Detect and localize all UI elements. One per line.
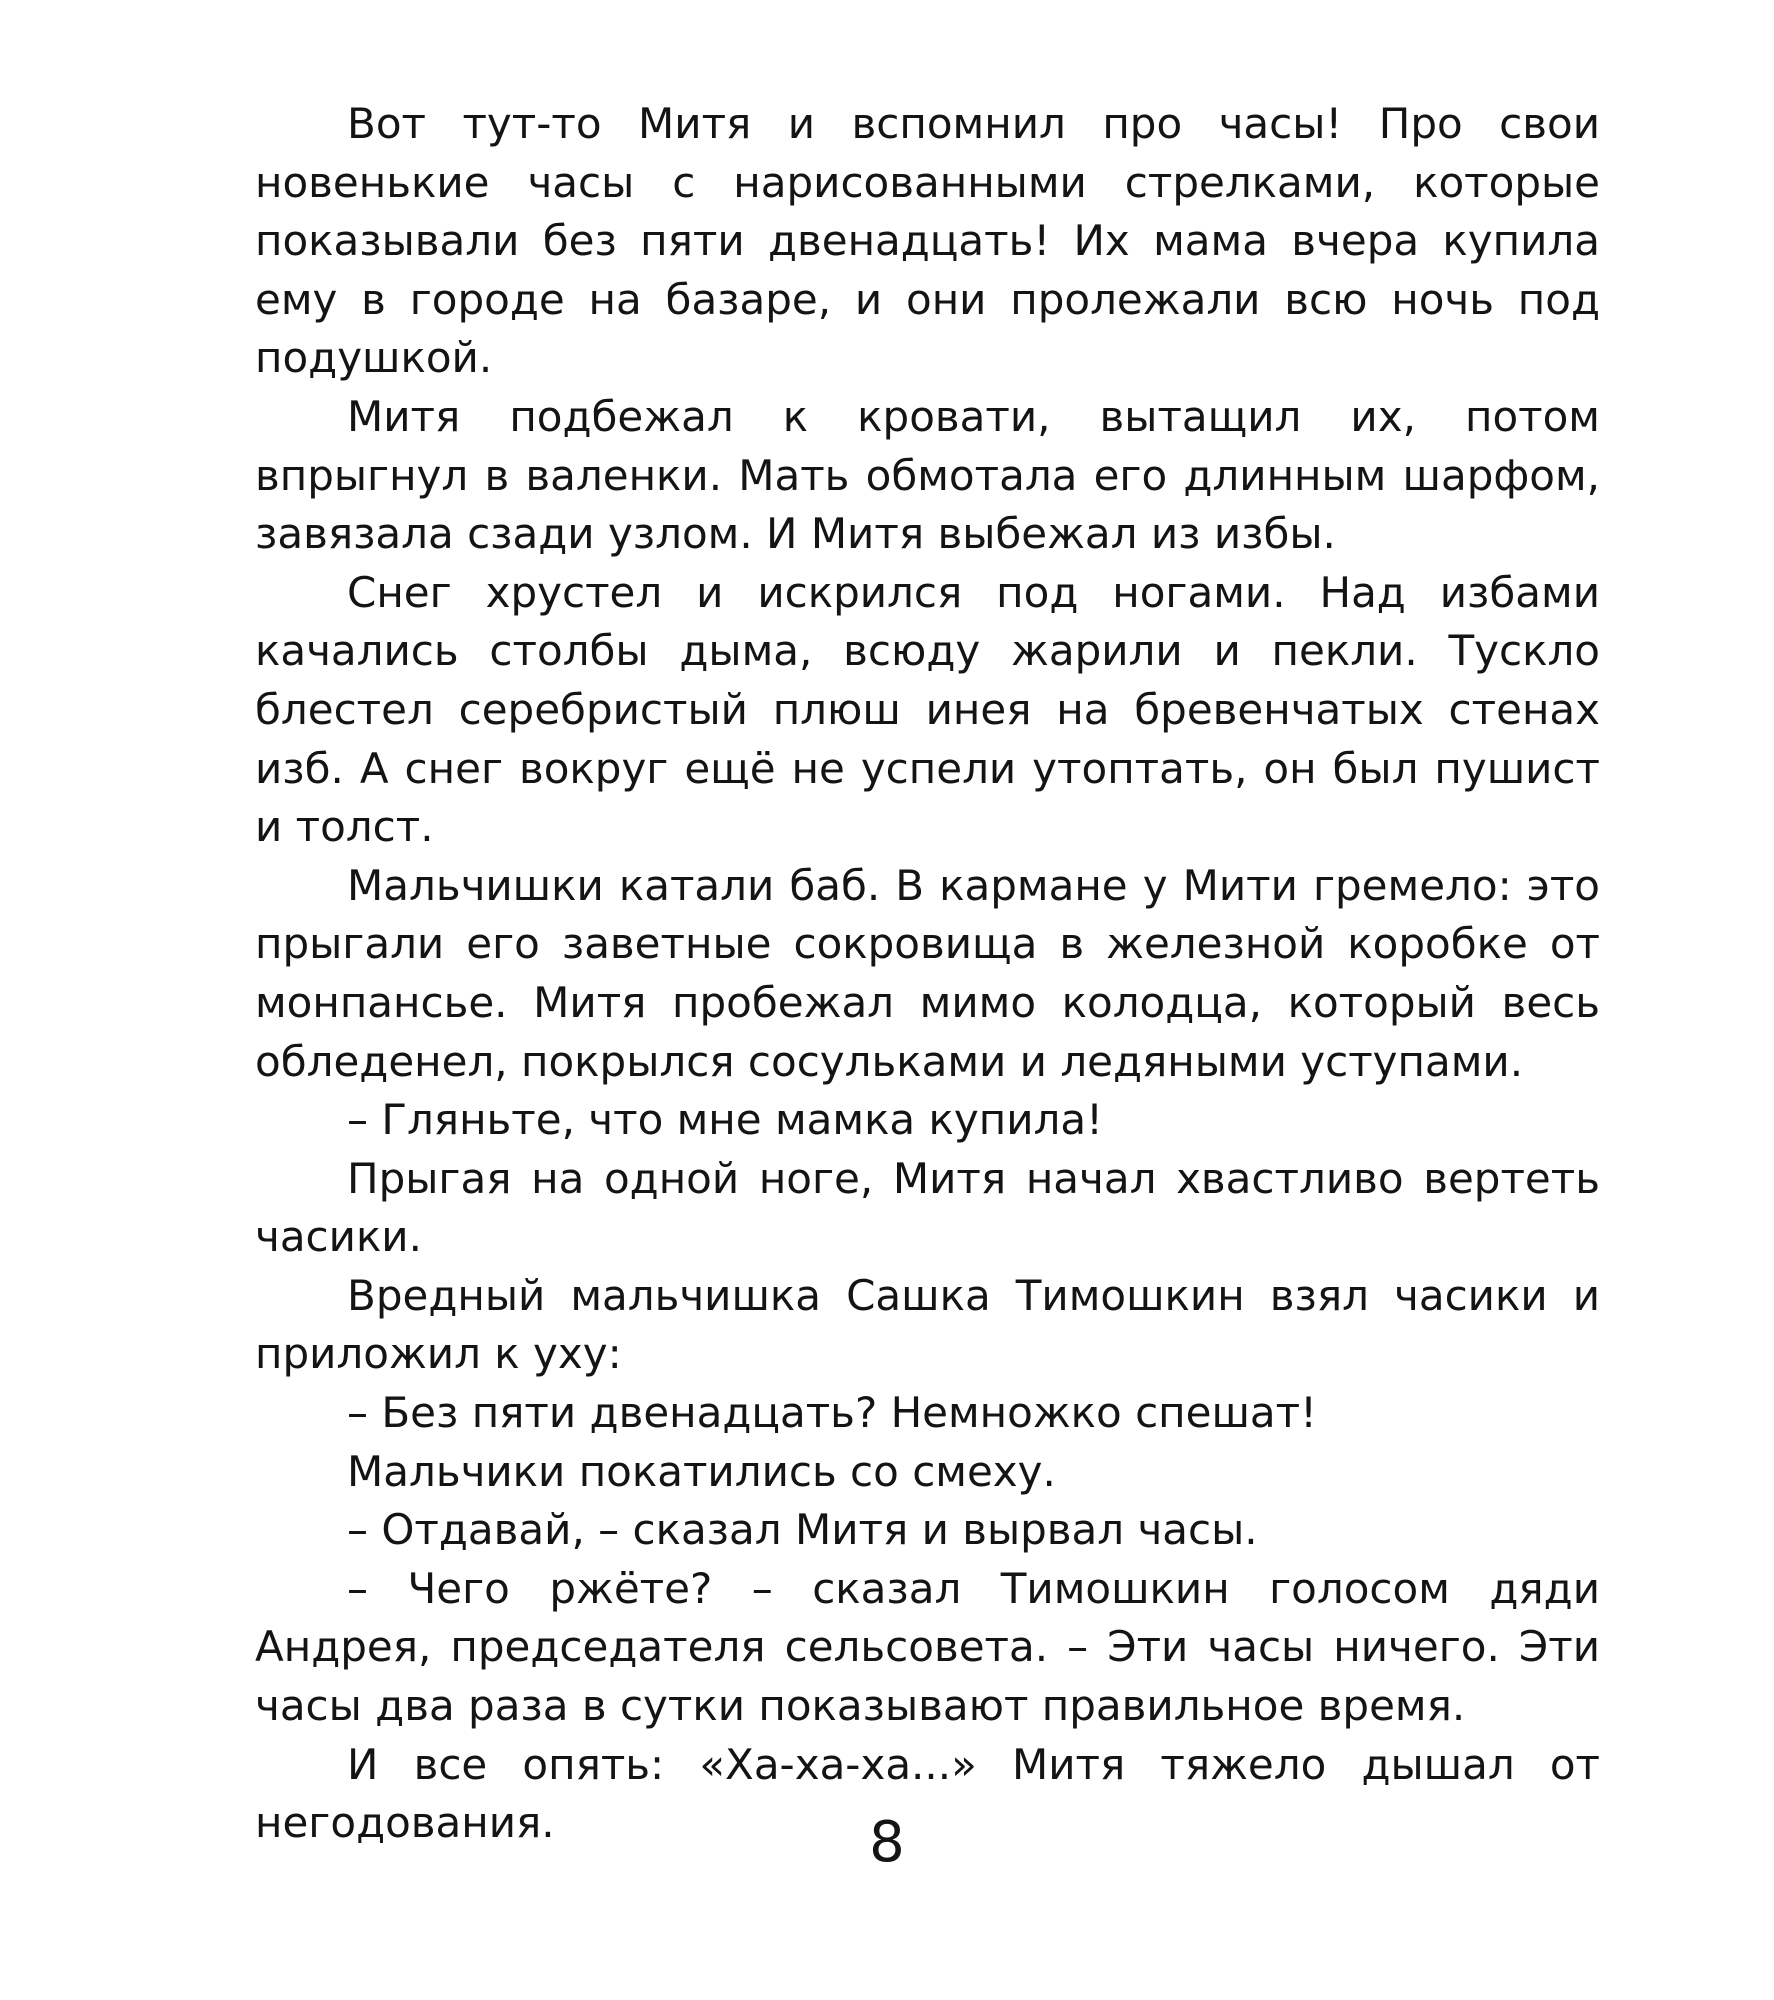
body-text — [255, 95, 1600, 1853]
paragraph-9: Мальчики покатились со смеху. — [347, 1446, 1056, 1496]
paragraph-7: Вредный мальчишка Сашка Тимошкин взял часики и приложил к уху: — [255, 1270, 1600, 1379]
paragraph-2: Митя подбежал к кровати, вытащил их, потом впрыгнул в валенки. Мать обмотала его длинным шарфом, завязала сзади узлом. И Митя выбежал из избы. — [255, 391, 1600, 559]
paragraph-3: Снег хрустел и искрился под ногами. Над избами качались столбы дыма, всюду жарили и пекли. Тускло блестел серебристый плюш инея на бревенчатых стенах изб. А снег вокруг ещё не успели утоптать, он был пушист и толст. — [255, 567, 1600, 852]
paragraph-4: Мальчишки катали баб. В кармане у Мити гремело: это прыгали его заветные сокровища в железной коробке от монпансье. Митя пробежал мимо колодца, который весь обледенел, покрылся сосульками и ледяными уступами. — [255, 860, 1600, 1086]
paragraph-8: – Без пяти двенадцать? Немножко спешат! — [347, 1388, 1317, 1438]
paragraph-12: И все опять: «Ха-ха-ха...» Митя тяжело дышал от негодования. — [255, 1739, 1600, 1848]
paragraph-11: – Чего ржёте? – сказал Тимошкин голосом дяди Андрея, председателя сельсовета. – Эти часы ничего. Эти часы два раза в сутки показывают правильное время. — [255, 1563, 1600, 1731]
paragraph-6: Прыгая на одной ноге, Митя начал хвастливо вертеть часики. — [255, 1153, 1600, 1262]
paragraph-5: – Гляньте, что мне мамка купила! — [347, 1095, 1103, 1145]
paragraph-10: – Отдавай, – сказал Митя и вырвал часы. — [347, 1505, 1258, 1555]
page-number: 8 — [869, 1810, 905, 1875]
paragraph-1: Вот тут-то Митя и вспомнил про часы! Про свои новенькие часы с нарисованными стрелками, которые показывали без пяти двенадцать! Их мама вчера купила ему в городе на базаре, и они пролежали всю ночь под подушкой. — [255, 99, 1600, 383]
